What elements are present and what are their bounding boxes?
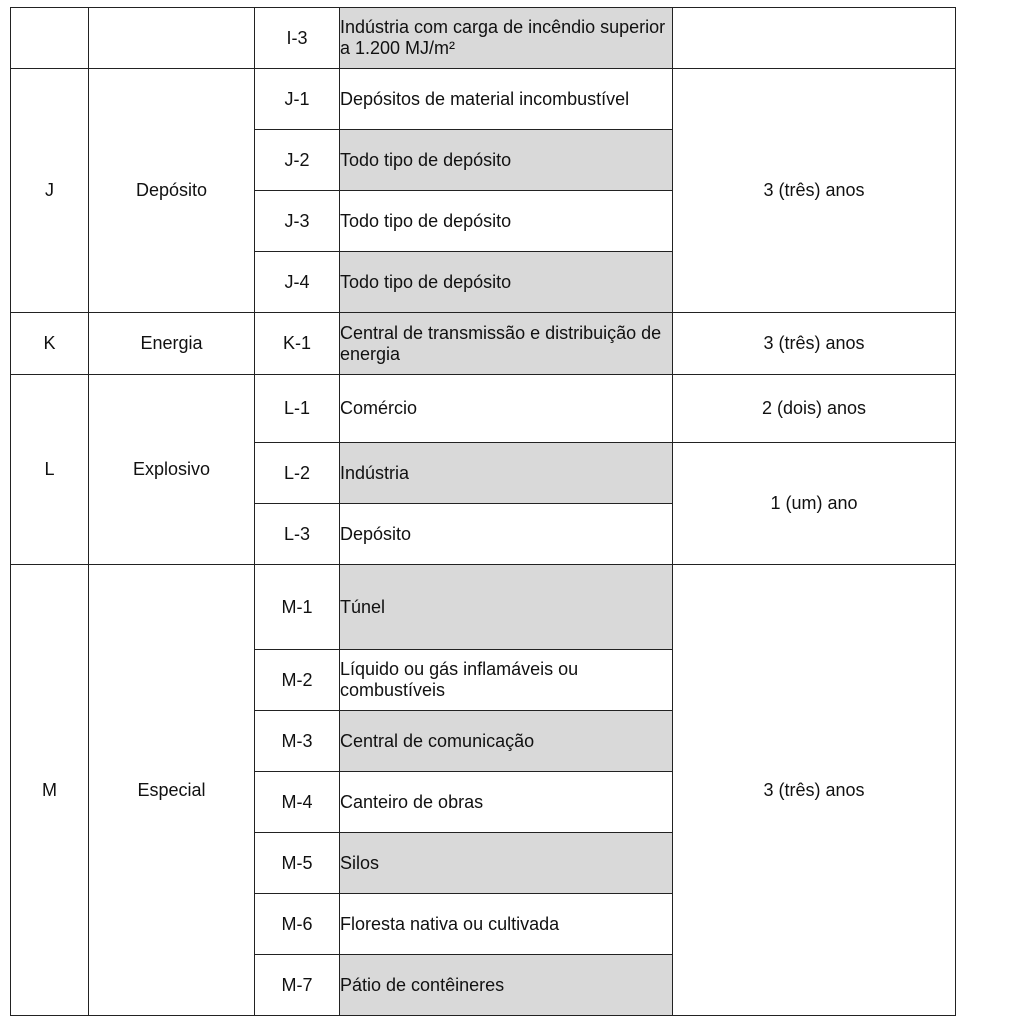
description-cell: Todo tipo de depósito — [340, 130, 673, 191]
division-cell: M-6 — [255, 894, 340, 955]
description-cell: Indústria com carga de incêndio superior a 1.200 MJ/m² — [340, 8, 673, 69]
description-cell: Líquido ou gás inflamáveis ou combustíveis — [340, 650, 673, 711]
occupancy-cell: Depósito — [89, 69, 255, 313]
division-cell: J-3 — [255, 191, 340, 252]
description-cell: Floresta nativa ou cultivada — [340, 894, 673, 955]
division-cell: M-3 — [255, 711, 340, 772]
description-cell: Depósito — [340, 504, 673, 565]
group-cell — [11, 8, 89, 69]
term-cell — [673, 8, 956, 69]
description-cell: Indústria — [340, 443, 673, 504]
description-cell: Todo tipo de depósito — [340, 252, 673, 313]
description-cell: Todo tipo de depósito — [340, 191, 673, 252]
table-row — [11, 313, 956, 375]
division-cell: L-3 — [255, 504, 340, 565]
description-cell: Canteiro de obras — [340, 772, 673, 833]
division-cell: M-4 — [255, 772, 340, 833]
division-cell: L-1 — [255, 375, 340, 443]
term-cell: 1 (um) ano — [673, 443, 956, 565]
division-cell: L-2 — [255, 443, 340, 504]
description-cell: Central de comunicação — [340, 711, 673, 772]
table-row — [11, 8, 956, 69]
division-cell: J-1 — [255, 69, 340, 130]
description-cell: Túnel — [340, 565, 673, 650]
division-cell: I-3 — [255, 8, 340, 69]
description-cell: Depósitos de material incombustível — [340, 69, 673, 130]
division-cell: M-7 — [255, 955, 340, 1016]
occupancy-cell: Especial — [89, 565, 255, 1016]
table-row — [11, 375, 956, 443]
group-cell: J — [11, 69, 89, 313]
occupancy-cell: Explosivo — [89, 375, 255, 565]
term-cell: 3 (três) anos — [673, 69, 956, 313]
description-cell: Comércio — [340, 375, 673, 443]
division-cell: K-1 — [255, 313, 340, 375]
division-cell: J-2 — [255, 130, 340, 191]
division-cell: M-5 — [255, 833, 340, 894]
group-cell: K — [11, 313, 89, 375]
occupancy-cell: Energia — [89, 313, 255, 375]
group-cell: M — [11, 565, 89, 1016]
group-cell: L — [11, 375, 89, 565]
occupancy-cell — [89, 8, 255, 69]
description-cell: Central de transmissão e distribuição de energia — [340, 313, 673, 375]
division-cell: M-1 — [255, 565, 340, 650]
term-cell: 3 (três) anos — [673, 565, 956, 1016]
division-cell: M-2 — [255, 650, 340, 711]
division-cell: J-4 — [255, 252, 340, 313]
table-row — [11, 69, 956, 130]
term-cell: 2 (dois) anos — [673, 375, 956, 443]
occupancy-table — [10, 7, 956, 1016]
description-cell: Silos — [340, 833, 673, 894]
description-cell: Pátio de contêineres — [340, 955, 673, 1016]
table-row — [11, 565, 956, 650]
term-cell: 3 (três) anos — [673, 313, 956, 375]
